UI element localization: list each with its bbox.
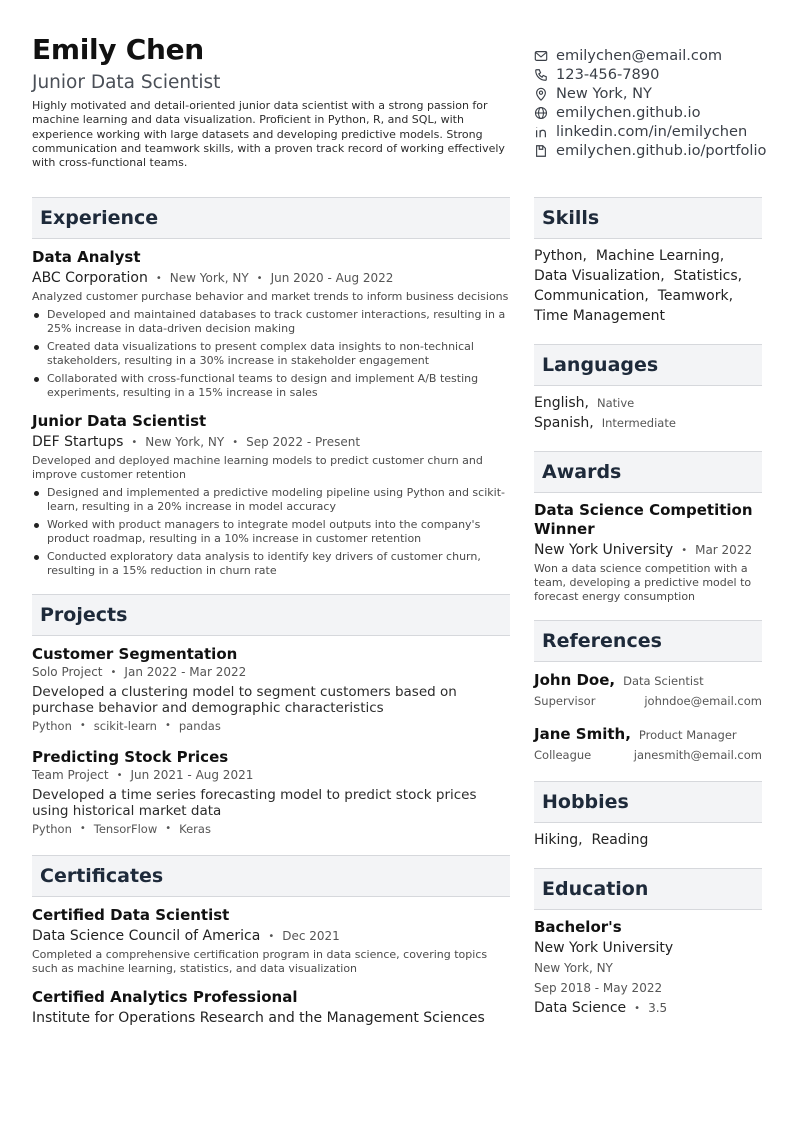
skills-heading: Skills xyxy=(534,197,762,239)
job-title: Junior Data Scientist xyxy=(32,412,207,430)
education-dates: Sep 2018 - May 2022 xyxy=(534,981,663,995)
project-title: Predicting Stock Prices xyxy=(32,748,229,766)
separator-dot: • xyxy=(131,437,138,448)
bullet-item: Conducted exploratory data analysis to identify key drivers of customer churn, resulting in a 15% reduction in churn rate xyxy=(32,550,510,578)
company-name: ABC Corporation xyxy=(32,270,148,286)
languages-heading: Languages xyxy=(534,344,762,386)
project-item xyxy=(32,645,510,734)
contact-portfolio-text: emilychen.github.io/portfolio xyxy=(556,142,767,159)
job-location: New York, NY xyxy=(169,271,249,285)
job-dates: Jun 2020 - Aug 2022 xyxy=(270,271,394,285)
reference-name: John Doe, xyxy=(534,671,616,689)
award-org: New York University xyxy=(534,542,674,558)
sidebar-column xyxy=(534,197,762,1017)
resume-header xyxy=(32,34,512,170)
languages-list xyxy=(534,393,762,433)
tag: Python xyxy=(32,822,72,836)
award-meta xyxy=(534,542,762,559)
project-type: Solo Project xyxy=(32,665,103,679)
skill-item: Python, xyxy=(534,248,587,264)
linkedin-icon xyxy=(534,125,548,139)
project-meta xyxy=(32,664,510,681)
reference-email[interactable]: janesmith@email.com xyxy=(633,748,762,762)
project-meta xyxy=(32,767,510,784)
award-date: Mar 2022 xyxy=(695,543,753,557)
job-meta xyxy=(32,434,510,451)
award-description: Won a data science competition with a team, developing a predictive model to forecast energy consumption xyxy=(534,562,752,603)
hobby-item: Reading xyxy=(591,832,649,848)
globe-icon xyxy=(534,106,548,120)
education-school: New York University xyxy=(534,940,674,956)
skill-item: Time Management xyxy=(534,308,665,324)
project-dates: Jun 2021 - Aug 2021 xyxy=(130,768,254,782)
hobbies-list xyxy=(534,830,762,850)
separator-dot: • xyxy=(116,770,123,781)
certificate-issuer: Institute for Operations Research and the Management Sciences xyxy=(32,1010,485,1026)
certificate-date: Dec 2021 xyxy=(282,929,340,943)
language-item xyxy=(534,393,762,413)
contact-location-text: New York, NY xyxy=(556,85,652,102)
bullet-item: Created data visualizations to present complex data insights to non-technical stakeholders, resulting in a 30% increase in stakeholder engagement xyxy=(32,340,510,368)
separator-dot: • xyxy=(256,273,263,284)
certificate-meta xyxy=(32,1010,510,1027)
experience-item xyxy=(32,248,510,400)
reference-title: Data Scientist xyxy=(623,674,704,688)
job-bullets xyxy=(32,308,510,400)
reference-details xyxy=(534,693,762,709)
bullet-item: Designed and implemented a predictive modeling pipeline using Python and scikit-learn, resulting in a 20% increase in model accuracy xyxy=(32,486,510,514)
tag: scikit-learn xyxy=(93,719,157,733)
references-heading: References xyxy=(534,620,762,662)
award-title: Data Science Competition Winner xyxy=(534,501,753,538)
language-level: Native xyxy=(597,396,635,410)
education-degree: Bachelor's xyxy=(534,918,622,936)
skill-item: Statistics, xyxy=(673,268,743,284)
tag: Keras xyxy=(179,822,211,836)
skill-item: Teamwork, xyxy=(657,288,734,304)
separator-dot: • xyxy=(110,667,117,678)
separator-dot: • xyxy=(232,437,239,448)
certificates-heading: Certificates xyxy=(32,855,510,897)
contact-phone-text: 123-456-7890 xyxy=(556,66,660,83)
contact-location xyxy=(534,84,794,103)
award-item xyxy=(534,501,762,604)
separator-dot: • xyxy=(681,545,688,556)
reference-email[interactable]: johndoe@email.com xyxy=(644,694,762,708)
experience-heading: Experience xyxy=(32,197,510,239)
separator-dot: • xyxy=(165,823,172,834)
certificate-issuer: Data Science Council of America xyxy=(32,928,261,944)
skill-item: Data Visualization, xyxy=(534,268,665,284)
separator-dot: • xyxy=(268,931,275,942)
certificate-item xyxy=(32,988,510,1027)
language-level: Intermediate xyxy=(601,416,676,430)
contact-email-text: emilychen@email.com xyxy=(556,47,723,64)
contact-website[interactable] xyxy=(534,103,794,122)
reference-item xyxy=(534,670,762,709)
education-location: New York, NY xyxy=(534,961,613,975)
separator-dot: • xyxy=(79,720,86,731)
bullet-item: Collaborated with cross-functional teams to design and implement A/B testing experiments, resulting in a 15% increase in sales xyxy=(32,372,510,400)
contact-portfolio[interactable] xyxy=(534,141,794,160)
job-title: Data Analyst xyxy=(32,248,141,266)
language-name: English, xyxy=(534,395,590,411)
education-school-row xyxy=(534,940,762,957)
reference-item xyxy=(534,724,762,763)
mail-icon xyxy=(534,49,548,63)
bullet-item: Developed and maintained databases to track customer interactions, resulting in a 25% increase in data-driven decision making xyxy=(32,308,510,336)
job-dates: Sep 2022 - Present xyxy=(246,435,361,449)
bullet-item: Worked with product managers to integrate model outputs into the company's product roadmap, resulting in a 10% increase in customer retention xyxy=(32,518,510,546)
certificate-title: Certified Data Scientist xyxy=(32,906,230,924)
separator-dot: • xyxy=(634,1003,641,1014)
location-pin-icon xyxy=(534,87,548,101)
contact-linkedin-text: linkedin.com/in/emilychen xyxy=(556,123,748,140)
certificate-meta xyxy=(32,928,510,945)
education-item xyxy=(534,918,762,1017)
contact-phone[interactable] xyxy=(534,65,794,84)
reference-name: Jane Smith, xyxy=(534,725,631,743)
project-dates: Jan 2022 - Mar 2022 xyxy=(124,665,247,679)
separator-dot: • xyxy=(164,720,171,731)
skill-item: Machine Learning, xyxy=(595,248,725,264)
job-location: New York, NY xyxy=(145,435,225,449)
reference-relation: Colleague xyxy=(534,748,592,762)
profile-summary: Highly motivated and detail-oriented junior data scientist with a strong passion for machine learning and data visualization. Proficient in Python, R, and SQL, with experience working with large datasets and developing predictive models. Strong communication and teamwork skills, with a proven track record of working effectively with cross-functional teams. xyxy=(32,99,505,170)
reference-header xyxy=(534,670,762,691)
contact-linkedin[interactable] xyxy=(534,122,794,141)
certificate-item xyxy=(32,906,510,976)
tag: TensorFlow xyxy=(93,822,158,836)
project-tags xyxy=(32,718,510,734)
skill-item: Communication, xyxy=(534,288,649,304)
certificate-description: Completed a comprehensive certification program in data science, covering topics such as machine learning, statistics, and data visualization xyxy=(32,948,488,975)
education-field: Data Science xyxy=(534,1000,627,1016)
hobby-item: Hiking, xyxy=(534,832,583,848)
candidate-name: Emily Chen xyxy=(32,33,204,66)
language-item xyxy=(534,413,762,433)
contact-list xyxy=(534,46,794,160)
phone-icon xyxy=(534,68,548,82)
portfolio-icon xyxy=(534,144,548,158)
company-name: DEF Startups xyxy=(32,434,124,450)
hobbies-heading: Hobbies xyxy=(534,781,762,823)
language-name: Spanish, xyxy=(534,415,594,431)
projects-heading: Projects xyxy=(32,594,510,636)
job-summary: Analyzed customer purchase behavior and market trends to inform business decisions xyxy=(32,290,509,303)
candidate-role: Junior Data Scientist xyxy=(32,72,221,93)
education-field-row xyxy=(534,1000,762,1017)
certificate-title: Certified Analytics Professional xyxy=(32,988,298,1006)
tag: pandas xyxy=(178,719,221,733)
education-heading: Education xyxy=(534,868,762,910)
project-tags xyxy=(32,821,510,837)
tag: Python xyxy=(32,719,72,733)
job-bullets xyxy=(32,486,510,578)
job-summary: Developed and deployed machine learning models to predict customer churn and improve customer retention xyxy=(32,454,483,481)
project-item xyxy=(32,748,510,837)
project-title: Customer Segmentation xyxy=(32,645,238,663)
contact-website-text: emilychen.github.io xyxy=(556,104,701,121)
project-description: Developed a clustering model to segment customers based on purchase behavior and demographic characteristics xyxy=(32,684,457,716)
project-description: Developed a time series forecasting model to predict stock prices using historical market data xyxy=(32,787,477,819)
contact-email[interactable] xyxy=(534,46,794,65)
reference-details xyxy=(534,747,762,763)
skills-list xyxy=(534,246,762,326)
experience-item xyxy=(32,412,510,578)
job-meta xyxy=(32,270,510,287)
education-gpa: 3.5 xyxy=(648,1001,668,1015)
separator-dot: • xyxy=(79,823,86,834)
reference-title: Product Manager xyxy=(638,728,737,742)
reference-header xyxy=(534,724,762,745)
separator-dot: • xyxy=(155,273,162,284)
reference-relation: Supervisor xyxy=(534,694,596,708)
awards-heading: Awards xyxy=(534,451,762,493)
main-column xyxy=(32,197,510,1027)
project-type: Team Project xyxy=(32,768,109,782)
